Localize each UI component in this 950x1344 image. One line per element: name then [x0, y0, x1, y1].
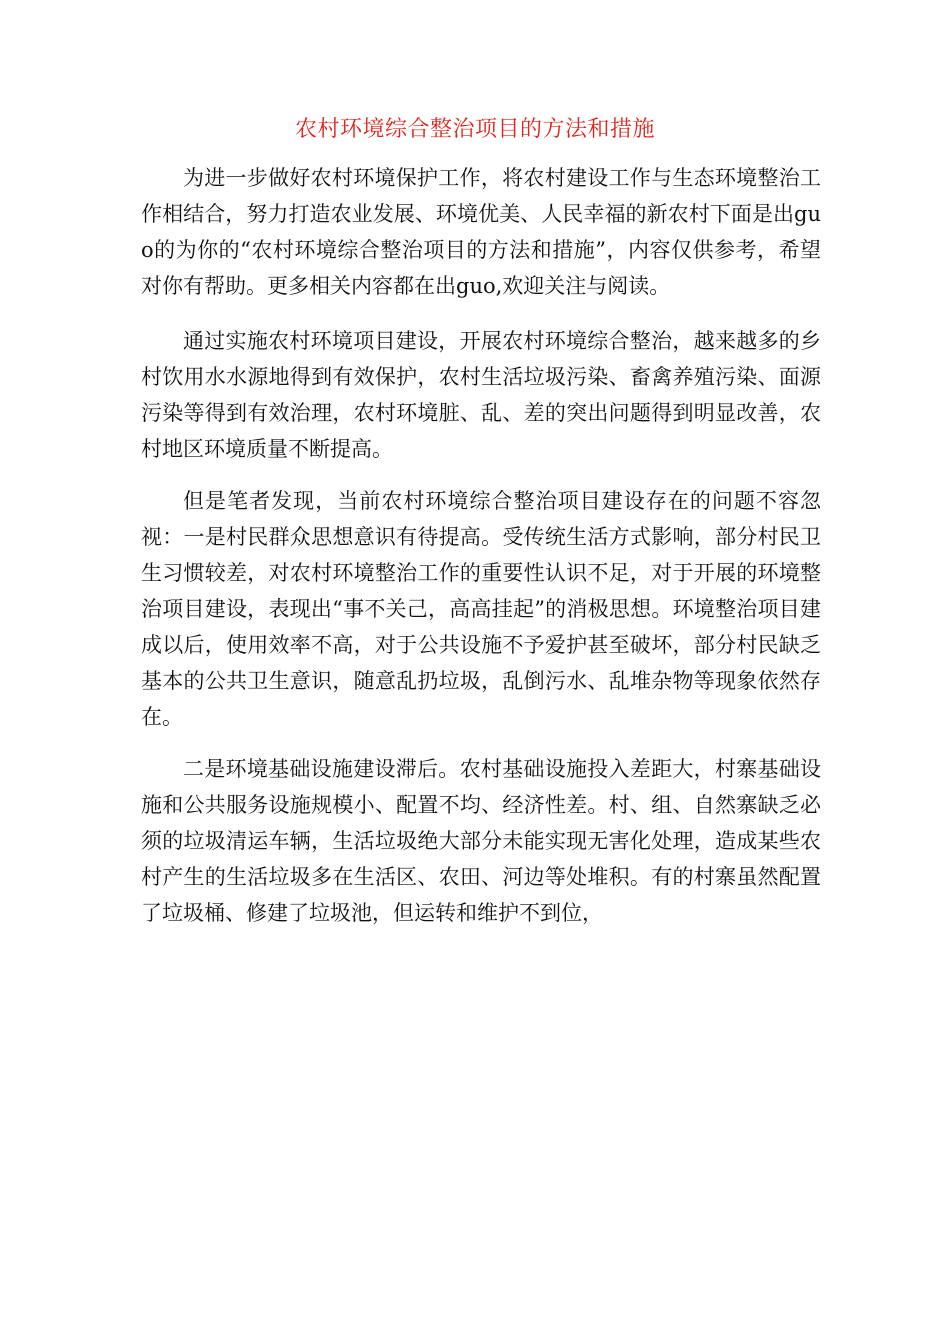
paragraph-problem-awareness: 但是笔者发现，当前农村环境综合整治项目建设存在的问题不容忽视：一是村民群众思想意识有待提高。受传统生活方式影响，部分村民卫生习惯较差，对农村环境整治工作的重要性认识不足，对于开展的环境整治项目建设，表现出“事不关己，高高挂起”的消极思想。环境整治项目建成以后，使用效率不高，对于公共设施不予爱护甚至破坏，部分村民缺乏基本的公共卫生意识，随意乱扔垃圾，乱倒污水、乱堆杂物等现象依然存在。 — [141, 489, 821, 729]
document-title: 农村环境综合整治项目的方法和措施 — [294, 117, 655, 142]
document-body — [141, 160, 821, 947]
paragraph-achievements: 通过实施农村环境项目建设，开展农村环境综合整治，越来越多的乡村饮用水水源地得到有效保护，农村生活垃圾污染、畜禽养殖污染、面源污染等得到有效治理，农村环境脏、乱、差的突出问题得到明显改善，农村地区环境质量不断提高。 — [141, 329, 821, 461]
paragraph-problem-infrastructure: 二是环境基础设施建设滞后。农村基础设施投入差距大，村寨基础设施和公共服务设施规模小、配置不均、经济性差。村、组、自然寨缺乏必须的垃圾清运车辆，生活垃圾绝大部分未能实现无害化处理，造成某些农村产生的生活垃圾多在生活区、农田、河边等处堆积。有的村寨虽然配置了垃圾桶、修建了垃圾池，但运转和维护不到位， — [141, 757, 821, 925]
paragraph-intro: 为进一步做好农村环境保护工作，将农村建设工作与生态环境整治工作相结合，努力打造农业发展、环境优美、人民幸福的新农村下面是出guo的为你的“农村环境综合整治项目的方法和措施”，内容仅供参考，希望对你有帮助。更多相关内容都在出guo,欢迎关注与阅读。 — [141, 166, 821, 298]
